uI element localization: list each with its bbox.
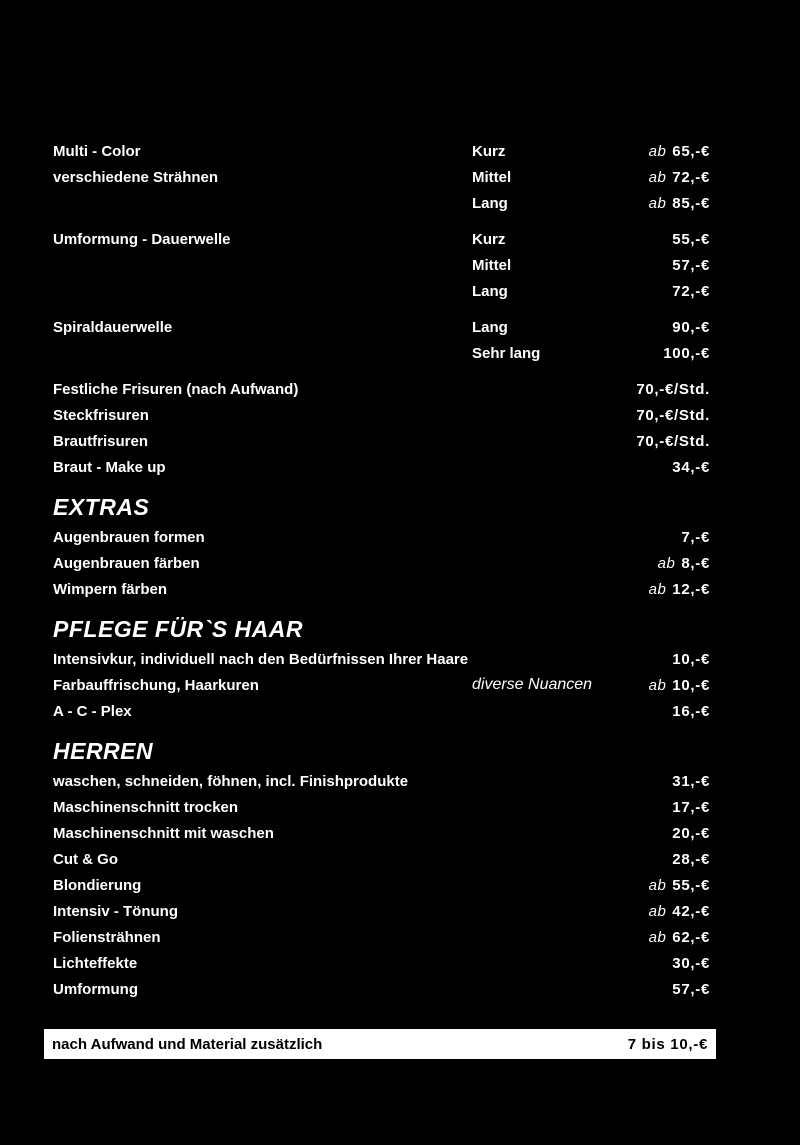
price-amount: 72,-€ xyxy=(672,282,710,300)
menu-row xyxy=(53,924,710,950)
price-amount: 16,-€ xyxy=(672,702,710,720)
item-variant: Lang xyxy=(472,282,508,300)
footer-price: 7 bis 10,-€ xyxy=(627,1035,708,1053)
item-price xyxy=(672,703,710,720)
price-prefix: ab xyxy=(648,676,667,694)
menu-row xyxy=(53,402,710,428)
menu-row xyxy=(53,376,710,402)
item-label: Intensiv - Tönung xyxy=(53,902,178,920)
menu-row xyxy=(53,278,710,304)
price-amount: 62,-€ xyxy=(672,928,710,946)
item-price xyxy=(672,955,710,972)
price-amount: 70,-€/Std. xyxy=(636,380,710,398)
item-note: diverse Nuancen xyxy=(472,676,593,693)
item-price xyxy=(649,195,710,212)
menu-row xyxy=(53,646,710,672)
price-prefix: ab xyxy=(648,580,667,598)
menu-row xyxy=(53,190,710,216)
item-variant: Mittel xyxy=(472,256,512,274)
section-heading-extras: EXTRAS xyxy=(53,494,150,520)
item-label: Multi - Color xyxy=(53,142,141,160)
item-price xyxy=(649,169,710,186)
item-label: Augenbrauen formen xyxy=(53,528,205,546)
item-variant: Mittel xyxy=(472,168,512,186)
price-prefix: ab xyxy=(657,554,676,572)
price-prefix: ab xyxy=(648,194,667,212)
item-price xyxy=(636,381,710,398)
menu-row xyxy=(53,820,710,846)
item-price xyxy=(649,143,710,160)
item-price xyxy=(672,799,710,816)
item-label: Blondierung xyxy=(53,876,142,894)
item-label: Steckfrisuren xyxy=(53,406,149,424)
price-amount: 70,-€/Std. xyxy=(636,432,710,450)
item-label: Maschinenschnitt mit waschen xyxy=(53,824,274,842)
menu-row xyxy=(53,454,710,480)
item-price xyxy=(649,677,710,694)
item-label: Cut & Go xyxy=(53,850,118,868)
item-price xyxy=(672,825,710,842)
price-amount: 72,-€ xyxy=(672,168,710,186)
item-variant: Lang xyxy=(472,194,508,212)
price-amount: 10,-€ xyxy=(672,650,710,668)
price-amount: 30,-€ xyxy=(672,954,710,972)
item-price xyxy=(663,345,710,362)
menu-row xyxy=(53,950,710,976)
item-variant: Sehr lang xyxy=(472,344,541,362)
section-group-frisuren xyxy=(53,376,710,480)
price-amount: 70,-€/Std. xyxy=(636,406,710,424)
item-price xyxy=(672,283,710,300)
price-amount: 7,-€ xyxy=(681,528,710,546)
price-amount: 10,-€ xyxy=(672,676,710,694)
item-label: Umformung - Dauerwelle xyxy=(53,230,231,248)
price-amount: 8,-€ xyxy=(681,554,710,572)
item-variant: Lang xyxy=(472,318,508,336)
item-price xyxy=(672,981,710,998)
item-price xyxy=(649,929,710,946)
item-label: Festliche Frisuren (nach Aufwand) xyxy=(53,380,299,398)
item-price xyxy=(636,407,710,424)
item-label: Foliensträhnen xyxy=(53,928,161,946)
item-label: Maschinenschnitt trocken xyxy=(53,798,239,816)
price-prefix: ab xyxy=(648,928,667,946)
item-label: Spiraldauerwelle xyxy=(53,318,173,336)
item-variant: Kurz xyxy=(472,230,506,248)
menu-row xyxy=(53,898,710,924)
menu-row xyxy=(53,314,710,340)
item-label: verschiedene Strähnen xyxy=(53,168,219,186)
price-amount: 17,-€ xyxy=(672,798,710,816)
item-label: Wimpern färben xyxy=(53,580,168,598)
price-prefix: ab xyxy=(648,876,667,894)
price-amount: 57,-€ xyxy=(672,256,710,274)
price-amount: 28,-€ xyxy=(672,850,710,868)
item-price xyxy=(636,433,710,450)
price-amount: 55,-€ xyxy=(672,876,710,894)
menu-row xyxy=(53,698,710,724)
item-price xyxy=(658,555,710,572)
price-amount: 90,-€ xyxy=(672,318,710,336)
price-prefix: ab xyxy=(648,142,667,160)
menu-row xyxy=(53,794,710,820)
item-price xyxy=(672,851,710,868)
item-label: Braut - Make up xyxy=(53,458,166,476)
item-label: Augenbrauen färben xyxy=(53,554,200,572)
item-price xyxy=(649,877,710,894)
item-variant: Kurz xyxy=(472,142,506,160)
item-price xyxy=(681,529,710,546)
menu-row xyxy=(53,226,710,252)
price-amount: 55,-€ xyxy=(672,230,710,248)
price-amount: 42,-€ xyxy=(672,902,710,920)
price-amount: 65,-€ xyxy=(672,142,710,160)
item-price xyxy=(672,319,710,336)
menu-row xyxy=(53,576,710,602)
menu-row xyxy=(53,524,710,550)
footer-bar xyxy=(44,1029,716,1059)
price-prefix: ab xyxy=(648,902,667,920)
section-group-extras-items xyxy=(53,524,710,602)
price-prefix: ab xyxy=(648,168,667,186)
item-label: Intensivkur, individuell nach den Bedürfnissen Ihrer Haare xyxy=(53,650,469,668)
section-group-multi-color xyxy=(53,138,710,216)
price-amount: 34,-€ xyxy=(672,458,710,476)
menu-row xyxy=(53,550,710,576)
menu-row xyxy=(53,428,710,454)
item-label: waschen, schneiden, föhnen, incl. Finishprodukte xyxy=(53,772,409,790)
item-price xyxy=(672,459,710,476)
menu-row xyxy=(53,872,710,898)
menu-row xyxy=(53,340,710,366)
price-amount: 20,-€ xyxy=(672,824,710,842)
item-price xyxy=(672,773,710,790)
menu-row xyxy=(53,138,710,164)
menu-row xyxy=(53,164,710,190)
menu-row xyxy=(53,976,710,1002)
section-group-pflege-items xyxy=(53,646,710,724)
section-heading-pflege: PFLEGE FÜR`S HAAR xyxy=(53,616,303,642)
price-amount: 85,-€ xyxy=(672,194,710,212)
footer-label: nach Aufwand und Material zusätzlich xyxy=(52,1035,323,1053)
menu-content xyxy=(53,138,710,1002)
item-price xyxy=(649,903,710,920)
item-price xyxy=(672,257,710,274)
section-heading-herren: HERREN xyxy=(53,738,154,764)
item-label: Brautfrisuren xyxy=(53,432,149,450)
item-price xyxy=(672,651,710,668)
section-group-herren-items xyxy=(53,768,710,1002)
item-label: Umformung xyxy=(53,980,138,998)
menu-row xyxy=(53,252,710,278)
section-group-spiraldauerwelle xyxy=(53,314,710,366)
price-amount: 57,-€ xyxy=(672,980,710,998)
price-amount: 12,-€ xyxy=(672,580,710,598)
item-label: Farbauffrischung, Haarkuren xyxy=(53,676,259,694)
item-label: A - C - Plex xyxy=(53,702,132,720)
section-group-umformung-dauerwelle xyxy=(53,226,710,304)
price-amount: 100,-€ xyxy=(663,344,710,362)
price-amount: 31,-€ xyxy=(672,772,710,790)
menu-row xyxy=(53,672,710,698)
item-label: Lichteffekte xyxy=(53,954,138,972)
item-price xyxy=(649,581,710,598)
menu-row xyxy=(53,846,710,872)
menu-row xyxy=(53,768,710,794)
item-price xyxy=(672,231,710,248)
